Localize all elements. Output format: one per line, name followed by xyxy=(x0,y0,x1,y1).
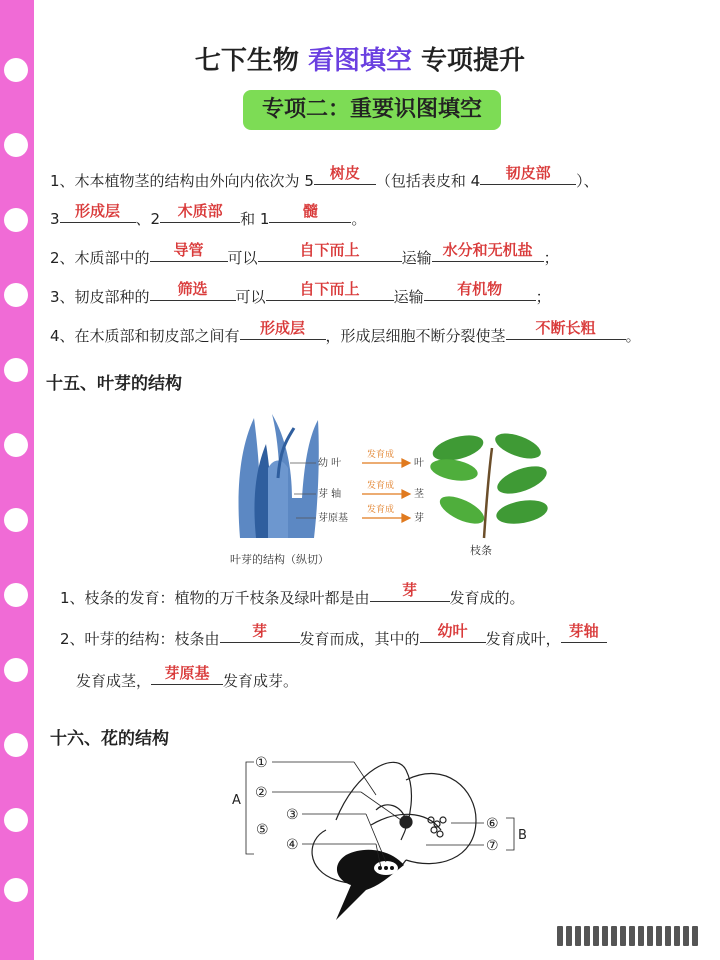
bud-longitudinal-section xyxy=(239,414,319,538)
caption-bud-section: 叶芽的结构（纵切） xyxy=(230,553,329,566)
arrow-text: 发育成 xyxy=(367,450,395,460)
binder-hole xyxy=(4,283,28,307)
section15-question-2-cont: 发育成茎， 芽原基 发育成芽。 xyxy=(76,664,299,690)
binder-hole xyxy=(4,508,28,532)
answer-blank: 形成层 xyxy=(240,317,326,340)
binder-hole xyxy=(4,583,28,607)
answer-blank: 筛选 xyxy=(150,278,236,301)
answer-blank: 树皮 xyxy=(314,162,376,185)
section-heading-15: 十五、叶芽的结构 xyxy=(46,374,182,394)
binder-hole xyxy=(4,433,28,457)
question-1-line2: 3 形成层 、2 木质部 和 1 髓 。 xyxy=(50,202,367,228)
flower-label-7: ⑦ xyxy=(486,838,499,854)
question-4: 4、在木质部和韧皮部之间有 形成层 ，形成层细胞不断分裂使茎 不断长粗 。 xyxy=(50,319,641,345)
question-3: 3、韧皮部种的 筛选 可以 自下而上 运输 有机物 ； xyxy=(50,280,551,306)
subtitle-badge: 专项二：重要识图填空 xyxy=(243,90,501,130)
flower-group-b: B xyxy=(518,828,527,843)
label-bud-axis: 芽 轴 xyxy=(318,489,342,500)
answer-blank: 导管 xyxy=(150,239,228,262)
question-1-line1: 1、木本植物茎的结构由外向内依次为 5 树皮 （包括表皮和 4 韧皮部 ）、 xyxy=(50,164,599,190)
label-bud-primordium: 芽原基 xyxy=(318,513,348,524)
binder-hole xyxy=(4,733,28,757)
answer-blank: 不断长粗 xyxy=(506,317,626,340)
flower-label-1: ① xyxy=(255,755,268,771)
answer-blank: 韧皮部 xyxy=(480,162,576,185)
binder-hole xyxy=(4,208,28,232)
branch-illustration xyxy=(429,428,551,538)
caption-branch: 枝条 xyxy=(470,544,492,557)
flower-label-3: ③ xyxy=(286,807,299,823)
question-2: 2、木质部中的 导管 可以 自下而上 运输 水分和无机盐 ； xyxy=(50,241,559,267)
binder-hole xyxy=(4,133,28,157)
page-title: 七下生物 看图填空 专项提升 xyxy=(194,46,526,76)
result-bud: 芽 xyxy=(414,513,424,524)
section15-question-1: 1、枝条的发育：植物的万千枝条及绿叶都是由 芽 发育成的。 xyxy=(60,581,525,607)
binder-hole xyxy=(4,808,28,832)
binder-strip xyxy=(0,0,34,960)
answer-blank: 芽 xyxy=(220,620,300,643)
binder-hole xyxy=(4,658,28,682)
binder-hole xyxy=(4,878,28,902)
flower-group-a: A xyxy=(232,793,241,808)
flower-label-4: ④ xyxy=(286,837,299,853)
answer-blank: 自下而上 xyxy=(266,278,394,301)
binder-hole xyxy=(4,358,28,382)
flower-label-2: ② xyxy=(255,785,268,801)
result-leaf: 叶 xyxy=(414,458,424,469)
answer-blank: 髓 xyxy=(269,200,351,223)
answer-blank: 形成层 xyxy=(60,200,136,223)
leaf-bud-figure xyxy=(222,408,562,576)
answer-blank: 自下而上 xyxy=(258,239,402,262)
answer-blank: 幼叶 xyxy=(420,620,486,643)
section15-question-2: 2、叶芽的结构：枝条由 芽 发育而成，其中的 幼叶 发育成叶， 芽轴 xyxy=(60,628,607,651)
section-heading-16: 十六、花的结构 xyxy=(50,729,169,749)
answer-blank: 木质部 xyxy=(160,200,240,223)
answer-blank: 水分和无机盐 xyxy=(432,239,544,262)
label-young-leaf: 幼 叶 xyxy=(318,458,342,469)
answer-blank: 芽原基 xyxy=(151,662,223,685)
arrow-text: 发育成 xyxy=(367,481,395,491)
answer-blank: 有机物 xyxy=(424,278,536,301)
watermark-bars xyxy=(557,926,698,946)
result-stem: 茎 xyxy=(414,489,424,500)
flower-receptacle xyxy=(336,850,404,920)
answer-blank: 芽轴 xyxy=(561,620,607,643)
arrow-text: 发育成 xyxy=(367,505,395,515)
flower-figure xyxy=(226,750,536,925)
answer-blank: 芽 xyxy=(370,579,450,602)
flower-label-5: ⑤ xyxy=(256,822,269,838)
flower-label-6: ⑥ xyxy=(486,816,499,832)
